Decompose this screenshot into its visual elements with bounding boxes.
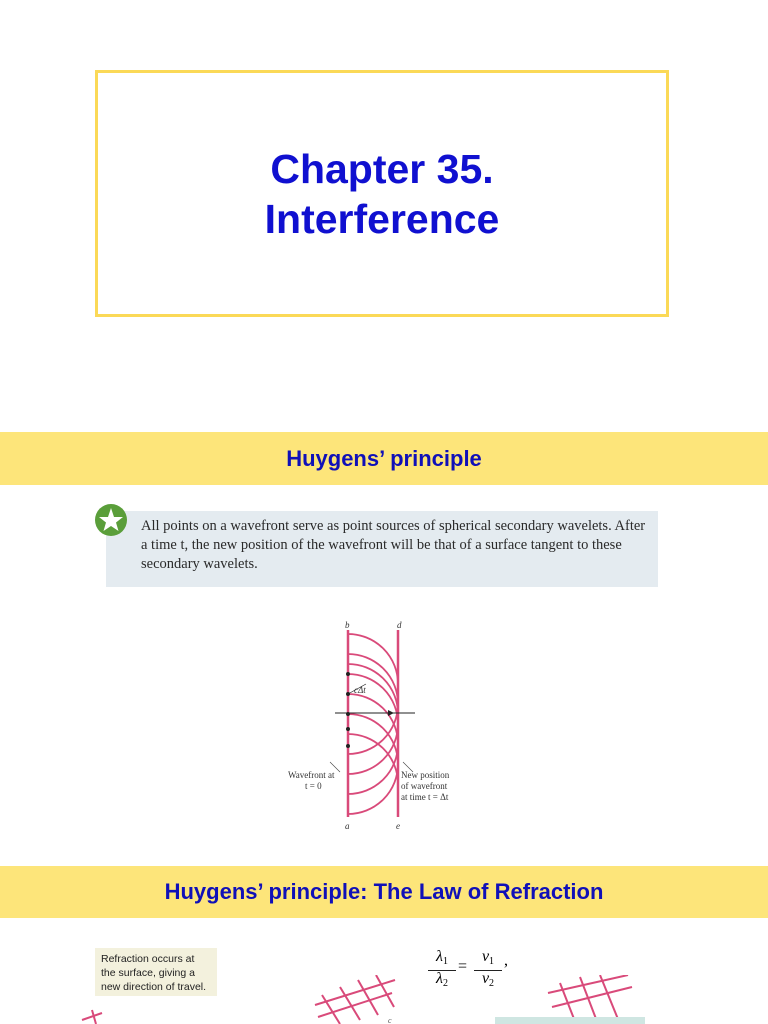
label-c-delta-t: cΔt: [354, 685, 366, 695]
new-position-line2: of wavefront: [401, 781, 448, 791]
chapter-title: Chapter 35.: [270, 145, 494, 192]
section-heading-refraction: Huygens’ principle: The Law of Refraction: [164, 879, 604, 904]
label-e: e: [396, 821, 400, 831]
refraction-diagrams: [0, 975, 768, 1024]
wavefront-drawing: [260, 612, 480, 837]
new-position-line1: New position: [401, 770, 450, 780]
formula-comma: ,: [504, 952, 508, 969]
formula-v1: $v_1$: [481, 948, 495, 967]
label-b: b: [345, 620, 350, 630]
svg-text:c: c: [388, 1016, 392, 1024]
section-banner-refraction: [0, 866, 768, 918]
formula-lambda2: $\lambda_2$: [436, 970, 448, 989]
new-position-line3: at time t = Δt: [401, 792, 449, 802]
section-heading: Huygens’ principle: [286, 445, 482, 471]
title-box: [95, 70, 669, 317]
label-d: d: [397, 620, 402, 630]
wavefront-label-line1: Wavefront at: [288, 770, 335, 780]
star-icon: [94, 503, 128, 537]
wavefront-label-line2: t = 0: [305, 781, 322, 791]
formula-equals: =: [458, 958, 468, 975]
principle-text: All points on a wavefront serve as point sources of spherical secondary wavelets. After a time t, the new position of the wavefront will be that of a surface tangent to these secondary wavelets.: [141, 518, 646, 572]
principle-box: [106, 511, 658, 587]
formula-lambda1: $\lambda_1$: [436, 948, 448, 967]
wavefront-diagram: [260, 612, 480, 837]
section-banner-huygens: [0, 432, 768, 485]
label-a: a: [345, 821, 350, 831]
chapter-subtitle: Interference: [264, 195, 500, 242]
refraction-note: Refraction occurs at the surface, giving a new direction of travel.: [95, 948, 217, 996]
formula-v2: $v_2$: [481, 970, 495, 989]
